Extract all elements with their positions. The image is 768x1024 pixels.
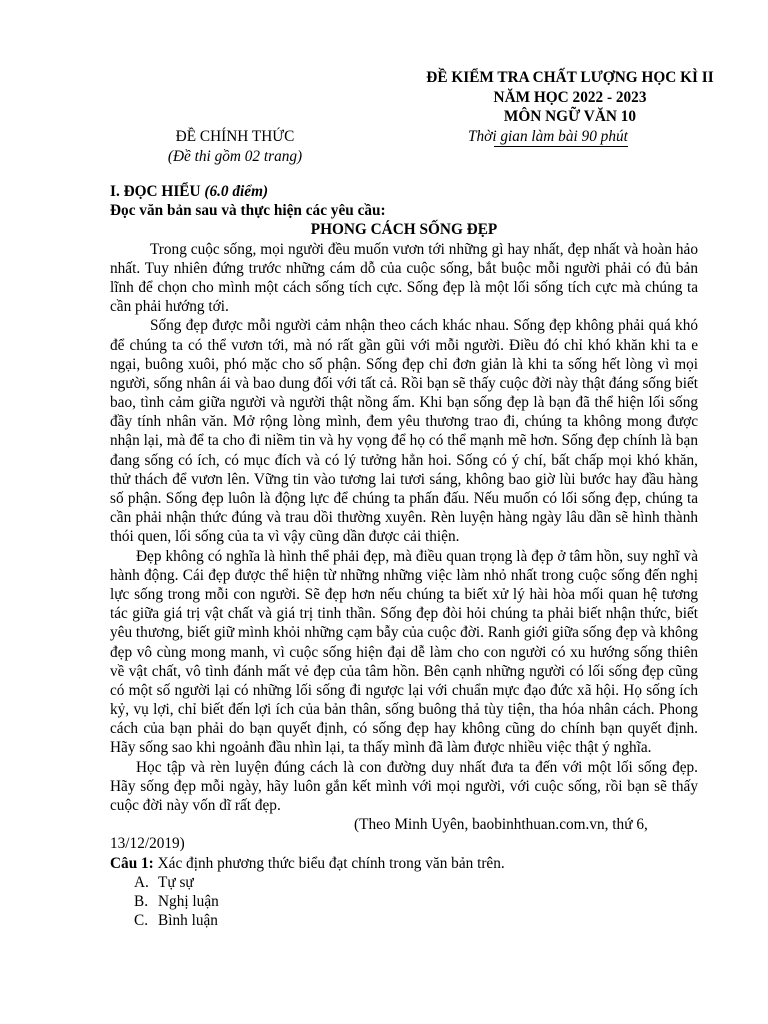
exam-content [110, 182, 698, 930]
option-letter: A. [134, 873, 149, 891]
option-a [110, 873, 698, 892]
option-letter: B. [134, 892, 149, 910]
question-label: Câu 1: [110, 854, 154, 872]
option-b [110, 892, 698, 911]
section-points: (6.0 điểm) [204, 183, 269, 200]
option-text: Bình luận [158, 912, 218, 930]
time-limit [468, 127, 628, 147]
paragraph-4: Học tập và rèn luyện đúng cách là con đường duy nhất đưa ta đến với một lối sống đẹp. Hãy sống đẹp mỗi ngày, hãy luôn gắn kết mình với mọi người, với cuộc sống, rồi bạn sẽ thấy cuộc đời này vốn dĩ rất đẹp. [110, 758, 698, 814]
option-text: Tự sự [158, 873, 194, 891]
question-1 [110, 854, 698, 873]
official-block [120, 127, 350, 166]
source-date: 13/12/2019) [110, 835, 185, 853]
section-instruction: Đọc văn bản sau và thực hiện các yêu cầu: [110, 202, 386, 220]
option-c [110, 911, 698, 930]
exam-title: ĐỀ KIỂM TRA CHẤT LƯỢNG HỌC KÌ II [426, 69, 714, 86]
time-limit-underline [494, 146, 628, 147]
option-text: Nghị luận [158, 892, 219, 910]
pages-note: (Đề thi gồm 02 trang) [167, 147, 303, 165]
text-title: PHONG CÁCH SỐNG ĐẸP [310, 221, 498, 239]
section-title-text: I. ĐỌC HIỂU [110, 183, 205, 200]
section-title [110, 182, 698, 201]
source-citation: (Theo Minh Uyên, baobinhthuan.com.vn, thứ 6, [354, 816, 648, 834]
answer-options [110, 873, 698, 931]
paragraph-3: Đẹp không có nghĩa là hình thể phải đẹp, mà điều quan trọng là đẹp ở tâm hồn, suy nghĩ và hành động. Cái đẹp được thể hiện từ những những việc làm nhỏ nhất trong cuộc sống đến nghị lực sống trong mỗi con người. Sẽ đẹp hơn nếu chúng ta biết xử lý hài hòa mối quan hệ tương tác giữa giá trị vật chất và giá trị tinh thần. Sống đẹp đòi hỏi chúng ta phải biết nhận thức, biết yêu thương, biết giữ mình khỏi những cạm bẫy của cuộc đời. Ranh giới giữa sống đẹp và không đẹp vô cùng mong manh, vì cuộc sống hiện đại dễ làm cho con người có xu hướng sống thiên về vật chất, vô tình đánh mất vẻ đẹp của tâm hồn. Bên cạnh những người có lối sống đẹp cũng có một số người lại có những lối sống đi ngược lại với chuẩn mực đạo đức xã hội. Họ sống ích kỷ, vụ lợi, chỉ biết đến lợi ích của bản thân, sống buông thả tùy tiện, tha hóa nhân cách. Phong cách của bạn phải do bạn quyết định, có sống đẹp hay không cũng do chính bạn quyết định. Hãy sống sao khi ngoảnh đầu nhìn lại, ta thấy mình đã làm được nhiều việc thật ý nghĩa. [110, 547, 698, 757]
official-label: ĐỀ CHÍNH THỨC [175, 128, 295, 145]
subject: MÔN NGỮ VĂN 10 [503, 108, 637, 125]
paragraph-1: Trong cuộc sống, mọi người đều muốn vươn tới những gì hay nhất, đẹp nhất và hoàn hảo nhất. Tuy nhiên đứng trước những cám dỗ của cuộc sống, bắt buộc mỗi người phải có đủ bản lĩnh để chọn cho mình một cách sống tích cực. Sống đẹp là một lối sống tích cực mà chúng ta cần phải hướng tới. [110, 240, 698, 316]
paragraph-2: Sống đẹp được mỗi người cảm nhận theo cách khác nhau. Sống đẹp không phải quá khó để chúng ta có thể vươn tới, mà nó rất gần gũi với mỗi người. Điều đó chỉ khó khăn khi ta e ngại, buông xuôi, phó mặc cho số phận. Sống đẹp chỉ đơn giản là khi ta sống hết lòng vì mọi người, sống nhân ái và bao dung đối với tất cả. Rồi bạn sẽ thấy cuộc đời này thật đáng sống biết bao, tình cảm giữa người và người thật nồng ấm. Khi bạn sống đẹp là bạn đã thể hiện lối sống đầy tính nhân văn. Mở rộng lòng mình, đem yêu thương trao đi, chúng ta không mong được nhận lại, mà để ta cho đi niềm tin và hy vọng để họ có thể mạnh mẽ hơn. Sống đẹp chính là bạn đang sống có ích, có mục đích và có lý tưởng hẳn hoi. Sống có ý chí, bất chấp mọi khó khăn, thử thách để vươn lên. Vững tin vào tương lai tươi sáng, không bao giờ lùi bước hay đầu hàng số phận. Sống đẹp luôn là động lực để chúng ta phấn đấu. Nếu muốn có lối sống đẹp, chúng ta cần phải nhận thức đúng và trau dồi thường xuyên. Rèn luyện hàng ngày lâu dần sẽ hình thành thói quen, lối sống của ta vì vậy cũng dần được cải thiện. [110, 317, 698, 546]
question-text: Xác định phương thức biểu đạt chính trong văn bản trên. [153, 854, 505, 872]
school-year: NĂM HỌC 2022 - 2023 [493, 88, 647, 106]
time-limit-text: Thời gian làm bài 90 phút [468, 128, 628, 145]
option-letter: C. [134, 912, 149, 930]
exam-header [370, 68, 768, 127]
